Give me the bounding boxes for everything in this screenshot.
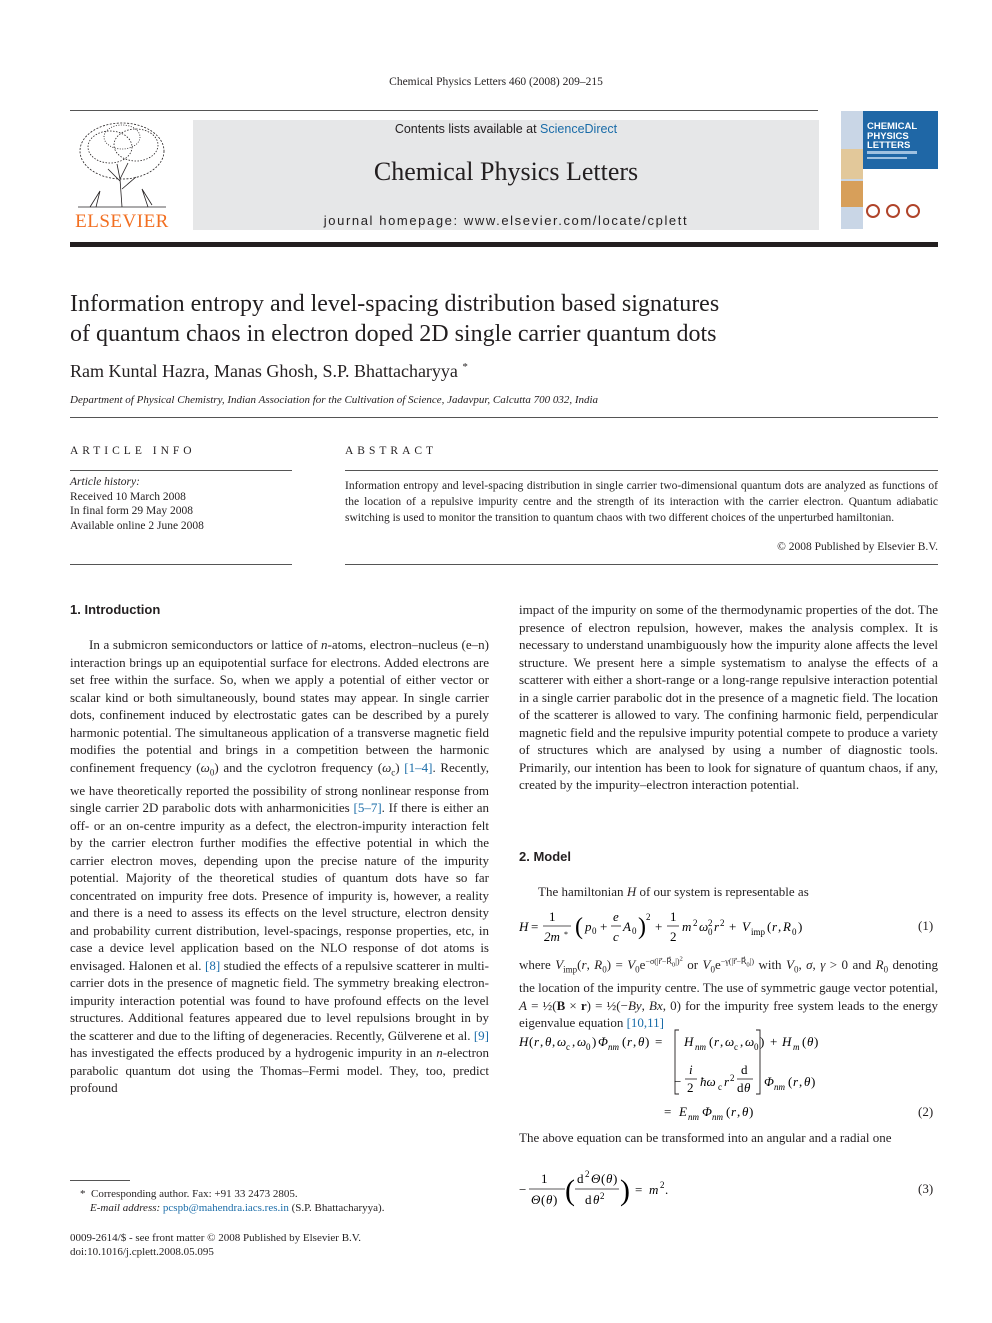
svg-text:θ: θ: [742, 1104, 749, 1119]
intro-continuation: impact of the impurity on some of the thermodynamic properties of the dot. The presence of electron repulsion, however, makes the analysis complex. It is necessary to understand unambiguously how the impurity alone affects the level structure. We present here a simple systematism to analyse the effects of a scatterer with either a short-range or a long-range repulsive interaction potential in a single carrier parabolic dot in the presence of a magnetic field. The location of the scatterer is allowed to vary. The confining harmonic field, perpendicular magnetic field and the repulsive impurity potential compete to produce a variety of structures which are analysed by using a number of diagnostic tools. Primarily, our intention has been to look for signature of quantum chaos, if any, created by the impurity–electron interaction potential.: [519, 602, 938, 792]
svg-text:2: 2: [670, 929, 677, 944]
svg-text:,: ,: [799, 1074, 803, 1089]
text: ): [395, 759, 405, 775]
history-label: Article history:: [70, 476, 140, 488]
header-rule: [70, 110, 818, 111]
svg-text:θ: θ: [606, 1171, 613, 1186]
svg-text:): ): [620, 1174, 630, 1207]
svg-text:nm: nm: [608, 1042, 619, 1052]
email-link[interactable]: pcspb@mahendra.iacs.res.in: [162, 1202, 289, 1214]
svg-text:): ): [592, 1034, 597, 1049]
svg-text:(: (: [788, 1074, 793, 1089]
email-label: E-mail address:: [90, 1202, 161, 1214]
svg-text:(: (: [529, 1034, 534, 1049]
svg-text:(: (: [575, 914, 583, 940]
svg-text:c: c: [718, 1082, 722, 1092]
svg-text:): ): [814, 1034, 819, 1049]
svg-text:,: ,: [633, 1034, 637, 1049]
svg-text:0: 0: [754, 1042, 759, 1052]
svg-text:2: 2: [708, 918, 713, 928]
text: with: [754, 956, 786, 972]
svg-text:θ: θ: [545, 1034, 552, 1049]
corresponding-author-mark[interactable]: *: [462, 361, 468, 373]
svg-text:): ): [798, 919, 803, 934]
cover-title-line: CHEMICAL: [867, 121, 918, 132]
reference-link[interactable]: [1–4]: [404, 759, 433, 775]
svg-text:c: c: [734, 1042, 738, 1052]
svg-text:1: 1: [549, 909, 556, 924]
equation-number: (3): [918, 1181, 934, 1196]
online-date: Available online 2 June 2008: [70, 519, 204, 532]
svg-text:(: (: [541, 1192, 546, 1207]
cover-title-line: LETTERS: [867, 140, 911, 151]
svg-text:V: V: [742, 919, 750, 934]
svg-text:2m: 2m: [544, 929, 560, 944]
svg-text:r: r: [534, 1034, 540, 1049]
svg-text:r: r: [627, 1034, 633, 1049]
svg-text:(: (: [802, 1034, 807, 1049]
model-where-paragraph: where $V_{imp}(r$, $R_0) = V_0e^{-\sigma(|r⃗-R⃗_0|)^2}$ or $V_0e^{-\gamma(|r⃗-R⃗_0|)}$ with $V_0$, σ, γ > 0 and $R_0$ denoting the location of the impurity centre. The use of symmetric gauge vector potential, A = ½(B × r) = ½(−By, Bx, 0) for the impurity free system leads to the energy eigenvalue equation [10,11]: [519, 955, 939, 1031]
svg-text:): ): [553, 1192, 558, 1207]
svg-text:,: ,: [720, 1034, 724, 1049]
header-thick-rule: [70, 242, 938, 247]
svg-text:d: d: [737, 1080, 744, 1095]
svg-text:d: d: [577, 1171, 584, 1186]
text: of our system is representable as: [636, 884, 809, 899]
abstract-copyright: © 2008 Published by Elsevier B.V.: [777, 541, 938, 553]
svg-text:+: +: [655, 919, 663, 934]
svg-text:m: m: [793, 1042, 800, 1052]
svg-text:(: (: [726, 1104, 731, 1119]
footnote: [70, 1187, 490, 1215]
reference-link[interactable]: [8]: [205, 957, 221, 973]
text: . Recently, we have theoretically reported the possibility of strong nonlinear response from single carrier 2D parabolic dots with anharmonicities: [70, 759, 489, 816]
svg-text:,: ,: [572, 1034, 576, 1049]
svg-text:R: R: [783, 919, 791, 934]
equation-3-render: [519, 1166, 719, 1214]
svg-text:d: d: [741, 1062, 748, 1077]
svg-text:r: r: [731, 1104, 737, 1119]
svg-text:+: +: [600, 919, 608, 934]
footnote-rule: [70, 1180, 130, 1181]
svg-text:θ: θ: [744, 1080, 751, 1095]
svg-text:=: =: [635, 1182, 643, 1197]
abstract-rule: [345, 470, 938, 471]
math-omegac: ω: [382, 759, 392, 775]
svg-text:d: d: [585, 1192, 592, 1207]
svg-text:): ): [811, 1074, 816, 1089]
affiliation: Department of Physical Chemistry, Indian Association for the Cultivation of Science, Jadavpur, Calcutta 700 032, India: [70, 394, 599, 406]
svg-text:0: 0: [592, 926, 597, 936]
svg-text:−: −: [519, 1182, 527, 1197]
svg-text:,: ,: [778, 919, 782, 934]
svg-text:E: E: [679, 1104, 687, 1119]
svg-text:θ: θ: [804, 1074, 811, 1089]
svg-text:p: p: [585, 919, 592, 934]
svg-text:θ: θ: [807, 1034, 814, 1049]
svg-text:r: r: [714, 1034, 720, 1049]
svg-text:i: i: [689, 1062, 693, 1077]
svg-text:,: ,: [552, 1034, 556, 1049]
model-intro: [538, 883, 938, 901]
equation-number: (1): [918, 918, 934, 933]
svg-text:2: 2: [730, 1073, 735, 1083]
svg-text:nm: nm: [712, 1112, 723, 1122]
svg-text:0: 0: [586, 1042, 591, 1052]
svg-text:Φ: Φ: [764, 1074, 774, 1089]
svg-text:.: .: [665, 1182, 669, 1197]
article-info-heading: ARTICLE INFO: [70, 445, 196, 457]
svg-text:2: 2: [720, 918, 725, 928]
sciencedirect-link[interactable]: ScienceDirect: [540, 122, 618, 136]
svg-text:0: 0: [632, 926, 637, 936]
reference-link[interactable]: [9]: [473, 1027, 489, 1043]
svg-text:r: r: [724, 1074, 730, 1089]
svg-text:0: 0: [708, 927, 713, 937]
svg-text:(: (: [601, 1171, 606, 1186]
svg-text:(: (: [767, 919, 772, 934]
contents-line: [193, 122, 819, 136]
svg-text:ħω: ħω: [700, 1074, 716, 1089]
svg-text:ω: ω: [699, 919, 709, 934]
svg-text:2: 2: [660, 1180, 665, 1190]
article-info-rule: [70, 470, 292, 471]
svg-text:nm: nm: [774, 1082, 785, 1092]
svg-text:): ): [760, 1034, 765, 1049]
text: In a submicron semiconductors or lattice of: [89, 637, 322, 652]
title-divider: [70, 417, 938, 418]
svg-text:ω: ω: [557, 1034, 567, 1049]
math-var: H: [626, 884, 637, 899]
text: The hamiltonian: [538, 884, 627, 899]
text: has investigated the effects produced by a hydrogenic impurity in an: [70, 1045, 437, 1061]
journal-title: Chemical Physics Letters: [373, 157, 639, 186]
math-var: n: [436, 1045, 443, 1061]
footnote-line: [70, 1201, 490, 1215]
section-heading-model: 2. Model: [519, 849, 572, 864]
equation-2-render: [519, 1028, 839, 1124]
journal-cover[interactable]: [841, 111, 938, 229]
abstract-text: Information entropy and level-spacing distribution in single carrier two-dimensional quantum dots are analyzed as functions of the location of a repulsive impurity centre and the strength of its interaction with the carrier electron. Quantum adiabatic switching is used to monitor the transition to quantum chaos with two different choices of the unperturbed hamiltonian.: [345, 480, 938, 524]
math-omega0: ω: [200, 759, 210, 775]
svg-text:H: H: [684, 1034, 694, 1049]
footnote-line: [70, 1187, 490, 1201]
svg-text:Θ: Θ: [531, 1192, 541, 1207]
authors-text: Ram Kuntal Hazra, Manas Ghosh, S.P. Bhattacharyya: [70, 361, 458, 381]
svg-text:m: m: [649, 1182, 659, 1197]
svg-text:θ: θ: [638, 1034, 645, 1049]
svg-text:(: (: [622, 1034, 627, 1049]
svg-text:θ: θ: [593, 1192, 600, 1207]
front-matter: [70, 1231, 490, 1259]
text: . If there is either an off- or an on-centre impurity as a defect, the electron-impurity interaction felt by the carrier electron further modifies the effective potential in which the carrier electron moves, depending upon the precise nature of the impurity potential. Majority of the theoretical studies of quantum dots have so far concentrated on impurity free dots. Presence of impurity is, however, a reality and there is a need to assess its effects on the level structure, electron density and probability current distribution, level-spacings, response properties, etc, in case a device level application based on the NLO response of dot atoms is envisaged. Halonen et al.: [70, 800, 489, 973]
svg-text:=: =: [655, 1034, 663, 1049]
svg-text:(: (: [565, 1174, 575, 1207]
svg-text:2: 2: [646, 912, 651, 922]
svg-text:=: =: [664, 1104, 672, 1119]
svg-text:0: 0: [792, 927, 797, 937]
cover-title: [867, 122, 917, 151]
svg-text:): ): [749, 1104, 754, 1119]
text: studied the effects of a repulsive scatterer in multi-carrier dots in the presence of magnetic field. The symmetry breaking electron-impurity interaction potential was found to have profound effects on the level structures. Additional features appeared due to level repulsions brought in by the scatterer and due to the lifting of degeneracies. Recently, Gülverene et al.: [70, 957, 490, 1043]
svg-text:m: m: [682, 919, 692, 934]
journal-banner: [193, 120, 819, 230]
svg-text:ω: ω: [725, 1034, 735, 1049]
equation-3: [519, 1166, 719, 1214]
svg-text:): ): [645, 1034, 650, 1049]
article-history: [70, 475, 204, 533]
svg-text:(: (: [709, 1034, 714, 1049]
elsevier-logo[interactable]: [70, 119, 174, 231]
svg-text:nm: nm: [688, 1112, 699, 1122]
svg-text:Φ: Φ: [598, 1034, 608, 1049]
abstract-bottom-rule: [345, 564, 938, 565]
svg-text:+: +: [770, 1034, 778, 1049]
svg-text:H: H: [782, 1034, 792, 1049]
math-var: n: [321, 637, 328, 652]
intro-paragraph: In a submicron semiconductors or lattice of n-atoms, electron–nucleus (e–n) interaction brings up an equipotential surface for electrons. Added electrons are set free within the surface. So, when we apply a potential of either vector or scalar kind or both simultaneously, bound states may appear. In single carrier dots, confinement induced by electrostatic gates can be described by a purely harmonic potential. The simultaneous application of a transverse magnetic field modifies the potential and brings in a competition between the harmonic confinement frequency $(\omega_0)$ and the cyclotron frequency $(\omega_c)$ [1–4]. Recently, we have theoretically reported the possibility of strong nonlinear response from single carrier 2D parabolic dots with anharmonicities [5–7]. If there is either an off- or an on-centre impurity as a defect, the electron-impurity interaction felt by the carrier electron further modifies the effective potential in which the carrier electron moves, depending upon the precise nature of the impurity potential. Majority of the theoretical studies of quantum dots have so far concentrated on impurity free dots. Presence of impurity is, however, a reality and there is a need to assess its effects on the level structure, electron density and probability current distribution, level-spacings, response properties, etc, in case a device level application based on the NLO response of dot atoms is envisaged. Halonen et al. [8] studied the effects of a repulsive scatterer in multi-carrier dots in the presence of magnetic field. The symmetry breaking electron-impurity interaction potential was found to have profound effects on the level structures. Additional features appeared due to level repulsions brought in by the scatterer and due to the lifting of degeneracies. Recently, Gülverene et al. [9] has investigated the effects produced by a hydrogenic impurity in an n-electron parabolic quantum dot using the Thomas–Fermi model. They, too, predict profound: [70, 637, 490, 1096]
svg-text:ω: ω: [745, 1034, 755, 1049]
svg-text:1: 1: [670, 909, 677, 924]
journal-homepage[interactable]: journal homepage: www.elsevier.com/locate/cplett: [323, 213, 689, 228]
svg-text:imp: imp: [751, 927, 766, 937]
svg-text:nm: nm: [695, 1042, 706, 1052]
article-title-line: Information entropy and level-spacing distribution based signatures: [70, 291, 720, 317]
article-title-line: of quantum chaos in electron doped 2D single carrier quantum dots: [70, 321, 717, 347]
cover-title-line: PHYSICS: [867, 130, 909, 142]
svg-text:−: −: [674, 1074, 682, 1089]
contents-prefix: Contents lists available at: [394, 122, 541, 136]
abstract-heading: ABSTRACT: [345, 445, 438, 457]
svg-text:,: ,: [540, 1034, 544, 1049]
text: -atoms, electron–nucleus (e–n) interaction brings up an equipotential surface for electrons. Added electrons are set free within the surface. So, when we apply a potential of either vector or scalar kind or both simultaneously, bound states may appear. In single carrier dots, confinement induced by electrostatic gates can be described by a purely harmonic potential. The simultaneous application of a transverse magnetic field modifies the potential and brings in a competition between the harmonic confinement frequency (: [70, 637, 489, 775]
svg-text:): ): [613, 1171, 618, 1186]
svg-text:H: H: [519, 1034, 529, 1049]
model-transform-paragraph: The above equation can be transformed into an angular and a radial one: [519, 1130, 892, 1145]
svg-text:,: ,: [737, 1104, 741, 1119]
equation-1-render: [519, 906, 839, 946]
article-title: [70, 289, 830, 349]
reference-link[interactable]: [10,11]: [626, 1015, 665, 1031]
text: where: [519, 956, 556, 972]
journal-citation: Chemical Physics Letters 460 (2008) 209–215: [389, 76, 603, 88]
equation-2: [519, 1028, 839, 1124]
svg-text:2: 2: [585, 1169, 590, 1179]
email-owner: (S.P. Bhattacharyya).: [291, 1202, 385, 1214]
svg-text:θ: θ: [546, 1192, 553, 1207]
svg-text:A: A: [623, 919, 631, 934]
svg-text:=: =: [531, 919, 539, 934]
svg-text:ω: ω: [577, 1034, 587, 1049]
svg-text:Φ: Φ: [702, 1104, 712, 1119]
elsevier-tree-icon: [70, 119, 174, 209]
svg-text:): ): [638, 914, 646, 940]
final-form-date: In final form 29 May 2008: [70, 505, 193, 517]
svg-text:1: 1: [541, 1171, 548, 1186]
text: > 0 and: [825, 956, 876, 972]
text: ) and the cyclotron frequency (: [214, 759, 383, 775]
svg-text:c: c: [613, 929, 619, 944]
svg-text:,: ,: [740, 1034, 744, 1049]
equation-1: [519, 906, 839, 946]
svg-text:Θ: Θ: [591, 1171, 601, 1186]
svg-text:H: H: [519, 919, 529, 934]
elsevier-wordmark: ELSEVIER: [75, 211, 169, 232]
svg-text:e: e: [613, 909, 619, 924]
section-heading-introduction: 1. Introduction: [70, 602, 161, 617]
text: for the impurity free system leads to the energy eigenvalue equation: [519, 997, 938, 1031]
svg-text:2: 2: [693, 918, 698, 928]
doi-line[interactable]: doi:10.1016/j.cplett.2008.05.095: [70, 1246, 214, 1258]
equation-number: (2): [918, 1104, 934, 1119]
article-info-bottom-rule: [70, 564, 292, 565]
svg-text:c: c: [566, 1042, 570, 1052]
svg-text:r: r: [772, 919, 778, 934]
footnote-mark: *: [80, 1188, 86, 1200]
text: -electron parabolic quantum dot using the Thomas–Fermi model. They, too, predict profound: [70, 1045, 489, 1096]
reference-link[interactable]: [5–7]: [353, 800, 382, 816]
svg-text:*: *: [564, 930, 568, 939]
svg-text:+: +: [729, 919, 737, 934]
received-date: Received 10 March 2008: [70, 490, 186, 503]
text: denoting the location of the impurity centre. The use of symmetric gauge vector potential,: [519, 956, 939, 996]
svg-text:r: r: [793, 1074, 799, 1089]
author-list: [70, 361, 468, 382]
svg-text:2: 2: [600, 1191, 605, 1201]
svg-text:2: 2: [687, 1080, 694, 1095]
issn-line: 0009-2614/$ - see front matter © 2008 Published by Elsevier B.V.: [70, 1232, 362, 1244]
footnote-corresponding: Corresponding author. Fax: +91 33 2473 2805.: [91, 1188, 298, 1200]
svg-text:r: r: [714, 919, 720, 934]
